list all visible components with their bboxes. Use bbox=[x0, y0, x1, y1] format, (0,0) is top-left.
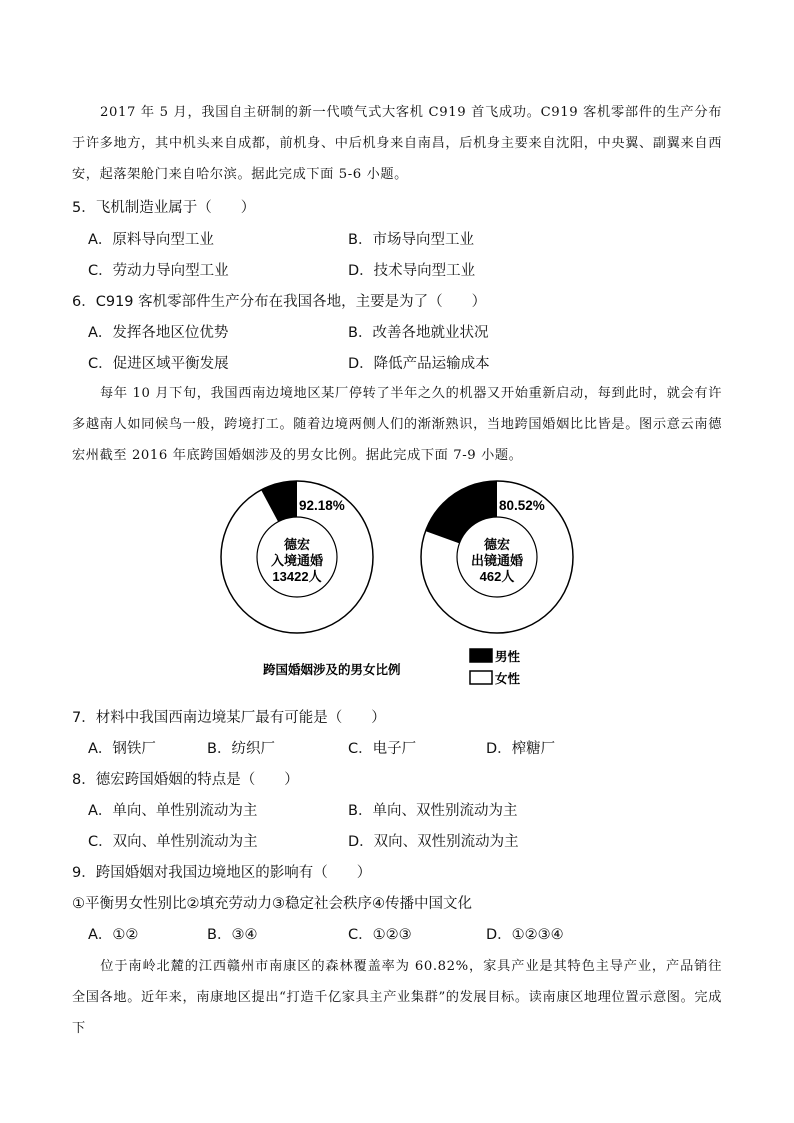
passage-c919 bbox=[72, 97, 722, 190]
question-6-stem: 6．C919 客机零部件生产分布在我国各地，主要是为了（ ） bbox=[72, 294, 487, 310]
q6-option-b[interactable]: B．改善各地就业状况 bbox=[348, 325, 489, 341]
question-5-stem: 5．飞机制造业属于（ ） bbox=[72, 200, 256, 216]
q6-option-d[interactable]: D．降低产品运输成本 bbox=[348, 356, 490, 372]
passage-c919-text: 2017 年 5 月，我国自主研制的新一代喷气式大客机 C919 首飞成功。C919 客机零部件的生产分布于许多地方，其中机头来自成都，前机身、中后机身来自南昌，后机身主要来自沈阳，中央翼、副翼来自西安，起落架舱门来自哈尔滨。据此完成下面 5-6 小题。 bbox=[72, 105, 722, 182]
passage-nankang bbox=[72, 951, 722, 1044]
q8-option-b[interactable]: B．单向、双性别流动为主 bbox=[348, 803, 518, 819]
q5-option-a[interactable]: A．原料导向型工业 bbox=[88, 232, 214, 248]
q8-option-d[interactable]: D．双向、双性别流动为主 bbox=[348, 834, 519, 850]
donut-1-center-line-1: 德宏 bbox=[283, 537, 311, 552]
q7-option-a[interactable]: A．钢铁厂 bbox=[88, 741, 156, 757]
q9-option-a[interactable]: A．①② bbox=[88, 927, 139, 943]
q9-option-d[interactable]: D．①②③④ bbox=[486, 927, 564, 943]
donut-2-center-line-2: 出镜通婚 bbox=[470, 553, 524, 568]
question-9-statements: ①平衡男女性别比②填充劳动力③稳定社会秩序④传播中国文化 bbox=[72, 896, 472, 912]
passage-nankang-text: 位于南岭北麓的江西赣州市南康区的森林覆盖率为 60.82%，家具产业是其特色主导产业，产品销往全国各地。近年来，南康地区提出“打造千亿家具主产业集群”的发展目标。读南康区地理位置示意图。完成下 bbox=[72, 959, 722, 1036]
q9-option-b[interactable]: B．③④ bbox=[207, 927, 258, 943]
question-7-stem: 7．材料中我国西南边境某厂最有可能是（ ） bbox=[72, 710, 386, 726]
q6-option-c[interactable]: C．促进区域平衡发展 bbox=[88, 356, 229, 372]
donut-2-center-line-1: 德宏 bbox=[483, 537, 511, 552]
donut-chart-svg bbox=[200, 476, 600, 691]
donut-2-center-line-3: 462人 bbox=[479, 569, 515, 584]
donut-2-percent-label: 80.52% bbox=[499, 498, 545, 513]
donut-1-center-line-3: 13422人 bbox=[272, 569, 322, 584]
passage-border-marriage-text: 每年 10 月下旬，我国西南边境地区某厂停转了半年之久的机器又开始重新启动，每到此时，就会有许多越南人如同候鸟一般，跨境打工。随着边境两侧人们的渐渐熟识，当地跨国婚姻比比皆是。图示意云南德宏州截至 2016 年底跨国婚姻涉及的男女比例。据此完成下面 7-9 小题。 bbox=[72, 386, 722, 463]
legend-caption: 跨国婚姻涉及的男女比例 bbox=[263, 663, 401, 677]
q8-option-a[interactable]: A．单向、单性别流动为主 bbox=[88, 803, 258, 819]
question-9-stem: 9．跨国婚姻对我国边境地区的影响有（ ） bbox=[72, 865, 372, 881]
q6-option-a[interactable]: A．发挥各地区位优势 bbox=[88, 325, 229, 341]
question-8-stem: 8．德宏跨国婚姻的特点是（ ） bbox=[72, 772, 299, 788]
donut-1-center-line-2: 入境通婚 bbox=[270, 553, 324, 568]
legend-label-female: 女性 bbox=[495, 672, 521, 686]
legend-label-male: 男性 bbox=[495, 650, 521, 664]
legend-swatch-female bbox=[470, 671, 492, 684]
q5-option-d[interactable]: D．技术导向型工业 bbox=[348, 263, 476, 279]
q9-option-c[interactable]: C．①②③ bbox=[348, 927, 412, 943]
q7-option-d[interactable]: D．榨糖厂 bbox=[486, 741, 556, 757]
q7-option-b[interactable]: B．纺织厂 bbox=[207, 741, 275, 757]
donut-1-percent-label: 92.18% bbox=[299, 498, 345, 513]
q7-option-c[interactable]: C．电子厂 bbox=[348, 741, 417, 757]
q5-option-c[interactable]: C．劳动力导向型工业 bbox=[88, 263, 229, 279]
q5-option-b[interactable]: B．市场导向型工业 bbox=[348, 232, 474, 248]
legend-swatch-male bbox=[470, 649, 492, 662]
marriage-ratio-charts bbox=[200, 476, 600, 691]
passage-border-marriage bbox=[72, 378, 722, 471]
q8-option-c[interactable]: C．双向、单性别流动为主 bbox=[88, 834, 258, 850]
